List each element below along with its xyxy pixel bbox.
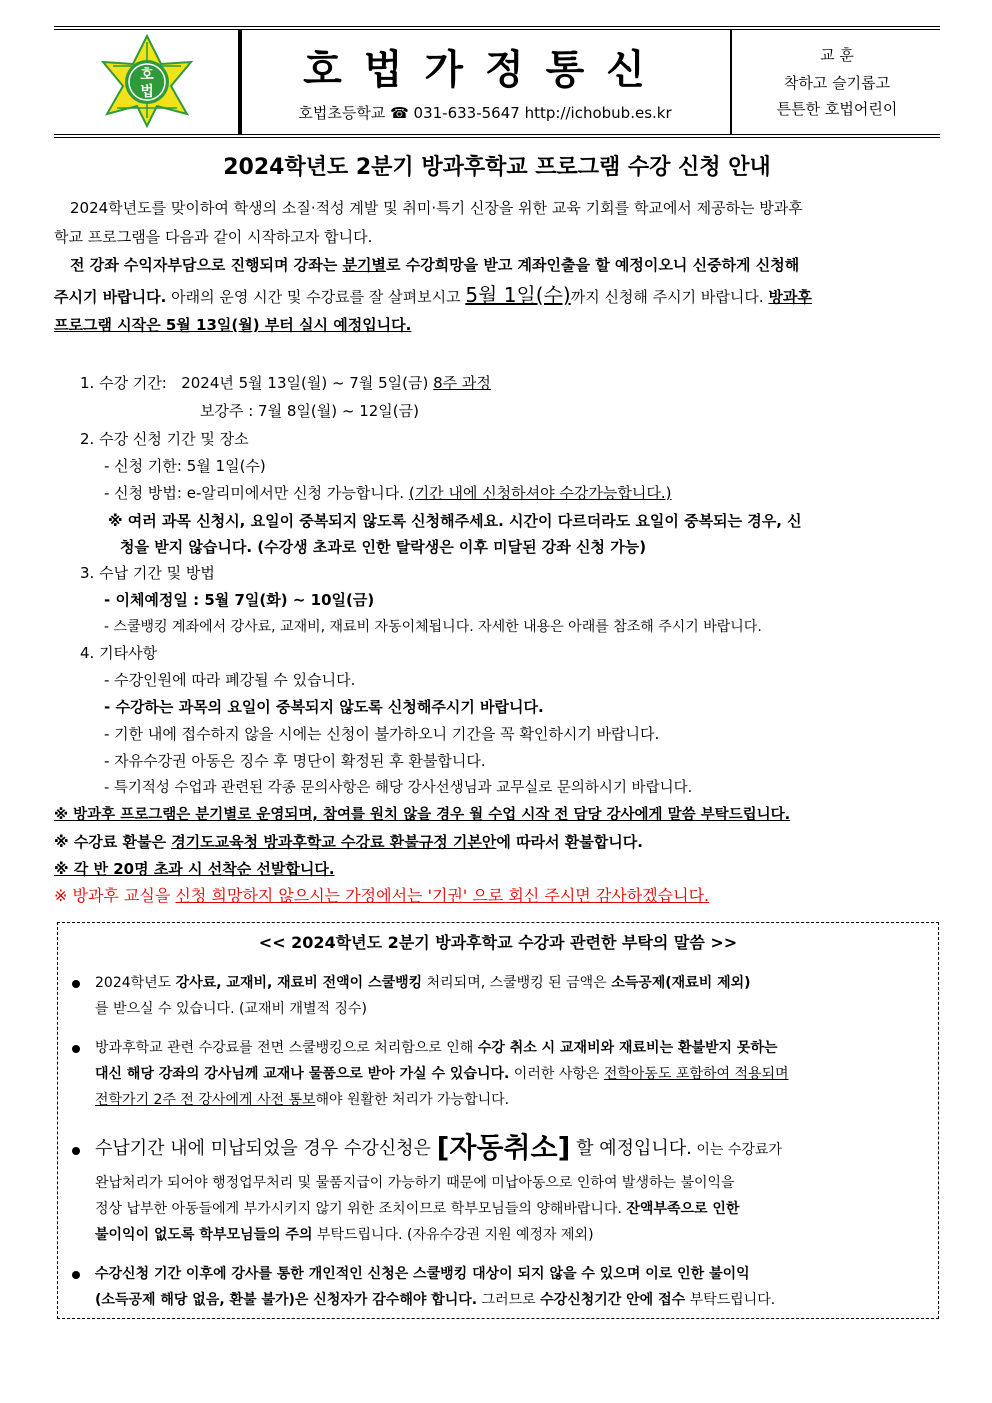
box-text: 수강신청 기간 이후에 강사를 통한 개인적인 신청은 스쿨뱅킹 대상이 되지 않을 수 있으며 이로 인한 불이익 <box>95 1266 750 1282</box>
intro-line4 <box>54 280 940 312</box>
intro-line2: 학교 프로그램을 다음과 같이 시작하고자 합니다. <box>54 228 373 246</box>
box-text: 정상 납부한 아동들에게 부가시키지 않기 위한 조치이므로 학부모님들의 양해바랍니다. <box>95 1201 627 1217</box>
section1-weeks: 8주 과정 <box>433 374 491 392</box>
logo-text-bottom: 법 <box>140 84 154 100</box>
note-refund <box>54 829 643 855</box>
intro-line3 <box>54 250 940 280</box>
school-phone: ☎ 031-633-5647 <box>390 104 520 122</box>
box-text: 수납기간 내에 미납되었을 경우 수강신청은 <box>95 1138 437 1159</box>
bullet-icon <box>72 980 80 988</box>
note-text: ※ 방과후 교실을 <box>54 886 176 905</box>
box-bullet2 <box>95 1035 923 1113</box>
box-text: 잔액부족으로 인한 <box>626 1201 740 1217</box>
intro-text: 아래의 운영 시간 및 수강료를 잘 살펴보시고 <box>166 288 466 306</box>
bullet-icon <box>72 1045 80 1053</box>
school-name: 호법초등학교 <box>298 104 386 122</box>
section3-label: 3. 수납 기간 및 방법 <box>80 564 215 582</box>
section2-method <box>104 480 671 506</box>
note-underline: 경기도교육청 방과후학교 수강료 환불규정 기본안 <box>171 833 497 851</box>
deadline-value: 5월 1일(수) <box>186 457 266 475</box>
newsletter-title: 호법가정통신 <box>303 47 667 93</box>
section1-period: 2024년 5월 13일(월) ~ 7월 5일(금) <box>181 374 429 392</box>
school-logo-icon <box>54 30 240 134</box>
school-contact <box>240 102 730 123</box>
section2-label: 2. 수강 신청 기간 및 장소 <box>80 430 249 448</box>
section4-item: - 특기적성 수업과 관련된 각종 문의사항은 해당 강사선생님과 교무실로 문의하시기 바랍니다. <box>104 780 693 796</box>
box-text: 전학가기 2주 전 강사에게 사전 통보 <box>95 1092 316 1108</box>
method-value: e-알리미에서만 신청 가능합니다. <box>186 484 405 502</box>
motto-cell <box>734 30 940 134</box>
intro-line5: 프로그램 시작은 5월 13일(월) 부터 실시 예정입니다. <box>54 316 412 334</box>
box-bullet4 <box>95 1261 923 1313</box>
section2-note1: ※ 여러 과목 신청시, 요일이 중복되지 않도록 신청해주세요. 시간이 다르더라도 요일이 중복되는 경우, 신 <box>108 512 802 530</box>
box-text: (소득공제 해당 없음, 환불 불가)은 신청자가 감수해야 합니다. <box>95 1292 478 1308</box>
deadline-label: - 신청 기한: <box>104 457 187 475</box>
box-text: 이는 수강료가 <box>691 1142 782 1158</box>
intro-underline: 분기별 <box>342 256 386 274</box>
bullet-icon <box>72 1147 80 1155</box>
box-text: 대신 해당 강좌의 강사님께 교재나 물품으로 받아 가실 수 있습니다. <box>95 1066 510 1082</box>
deadline-highlight: 5월 1일(수) <box>465 283 571 307</box>
title-cell <box>238 30 732 134</box>
box-text: 소득공제(재료비 제외) <box>611 975 751 991</box>
section4-item: - 기한 내에 접수하지 않을 시에는 신청이 불가하오니 기간을 꼭 확인하시기 바랍니다. <box>104 725 660 743</box>
section3-desc: - 스쿨뱅킹 계좌에서 강사료, 교재비, 재료비 자동이체됩니다. 자세한 내용은 아래를 참조해 주시기 바랍니다. <box>104 619 762 635</box>
box-text: 2024학년도 <box>95 975 176 991</box>
note-decline <box>54 883 709 909</box>
document-title: 2024학년도 2분기 방과후학교 프로그램 수강 신청 안내 <box>223 155 771 180</box>
section4-label: 4. 기타사항 <box>80 644 158 662</box>
box-text: 불이익이 없도록 학부모님들의 주의 <box>95 1227 313 1243</box>
box-text: 부탁드립니다. (자유수강권 지원 예정자 제외) <box>312 1227 594 1243</box>
intro-text: 전 강좌 수익자부담으로 진행되며 강좌는 <box>70 256 343 274</box>
box-text: 그러므로 <box>477 1292 541 1308</box>
box-title: << 2024학년도 2분기 방과후학교 수강과 관련한 부탁의 말씀 >> <box>258 933 738 952</box>
section2-deadline <box>104 453 266 479</box>
box-text: 부탁드립니다. <box>685 1292 776 1308</box>
box-text: 방과후학교 관련 수강료를 전면 스쿨뱅킹으로 처리함으로 인해 <box>95 1040 478 1056</box>
box-text: 완납처리가 되어야 행정업무처리 및 물품지급이 가능하기 때문에 미납아동으로 인하여 발생하는 불이익을 <box>95 1175 735 1191</box>
school-url[interactable]: http://ichobub.es.kr <box>524 104 672 122</box>
auto-cancel-highlight: [자동취소] <box>436 1131 571 1164</box>
section1 <box>80 370 491 396</box>
box-text: 할 예정입니다. <box>570 1138 692 1159</box>
note-underline: 신청 희망하지 않으시는 가정에서는 '기권' 으로 회신 주시면 감사하겠습니다. <box>175 886 710 905</box>
motto-line1: 착하고 슬기롭고 <box>783 74 891 92</box>
logo-cell <box>54 30 242 134</box>
box-bullet3 <box>95 1128 923 1248</box>
motto-line2: 튼튼한 호법어린이 <box>776 100 898 118</box>
section3-date: - 이체예정일 : 5월 7일(화) ~ 10일(금) <box>104 591 375 609</box>
box-text: 강사료, 교재비, 재료비 전액이 스쿨뱅킹 <box>175 975 423 991</box>
note-first-come: ※ 각 반 20명 초과 시 선착순 선발합니다. <box>54 860 335 878</box>
box-text: 이러한 사항은 <box>509 1066 604 1082</box>
note-text: ※ 수강료 환불은 <box>54 833 172 851</box>
box-text: 수강신청기간 안에 접수 <box>540 1292 686 1308</box>
section1-makeup: 보강주 : 7월 8일(월) ~ 12일(금) <box>200 402 419 420</box>
note-quarterly: ※ 방과후 프로그램은 분기별로 운영되며, 참여를 원치 않을 경우 월 수업 시작 전 담당 강사에게 말씀 부탁드립니다. <box>54 807 791 823</box>
box-text: 전학아동도 포함하여 적용되며 <box>603 1066 789 1082</box>
section2-note2: 청을 받지 않습니다. (수강생 초과로 인한 탈락생은 이후 미달된 강좌 신청 가능) <box>120 538 647 556</box>
box-text: 수강 취소 시 교재비와 재료비는 환불받지 못하는 <box>477 1040 778 1056</box>
note-text: 에 따라서 환불합니다. <box>496 833 643 851</box>
section4-item: - 자유수강권 아동은 징수 후 명단이 확정된 후 환불합니다. <box>104 752 486 770</box>
box-text: 해야 원활한 처리가 가능합니다. <box>315 1092 510 1108</box>
intro-text: 까지 신청해 주시기 바랍니다. <box>570 288 769 306</box>
section4-item: - 수강하는 과목의 요일이 중복되지 않도록 신청해주시기 바랍니다. <box>104 698 544 716</box>
motto-label: 교 훈 <box>820 46 854 64</box>
method-label: - 신청 방법: <box>104 484 187 502</box>
intro-text: 로 수강희망을 받고 계좌인출을 할 예정이오니 신중하게 신청해 <box>385 256 800 274</box>
section1-label: 1. 수강 기간: <box>80 374 167 392</box>
intro-text: 주시기 바랍니다. <box>54 288 167 306</box>
logo-text-top: 호 <box>140 67 154 83</box>
bullet-icon <box>72 1271 80 1279</box>
section4-item: - 수강인원에 따라 폐강될 수 있습니다. <box>104 671 356 689</box>
intro-text: 방과후 <box>768 288 812 306</box>
box-text: 를 받으실 수 있습니다. (교재비 개별적 징수) <box>95 1001 367 1017</box>
intro-line1: 2024학년도를 맞이하여 학생의 소질·적성 계발 및 취미·특기 신장을 위한 교육 기회를 학교에서 제공하는 방과후 <box>70 199 803 217</box>
box-bullet1 <box>95 970 923 1022</box>
box-text: 처리되며, 스쿨뱅킹 된 금액은 <box>422 975 612 991</box>
method-note: (기간 내에 신청하셔야 수강가능합니다.) <box>408 484 672 502</box>
